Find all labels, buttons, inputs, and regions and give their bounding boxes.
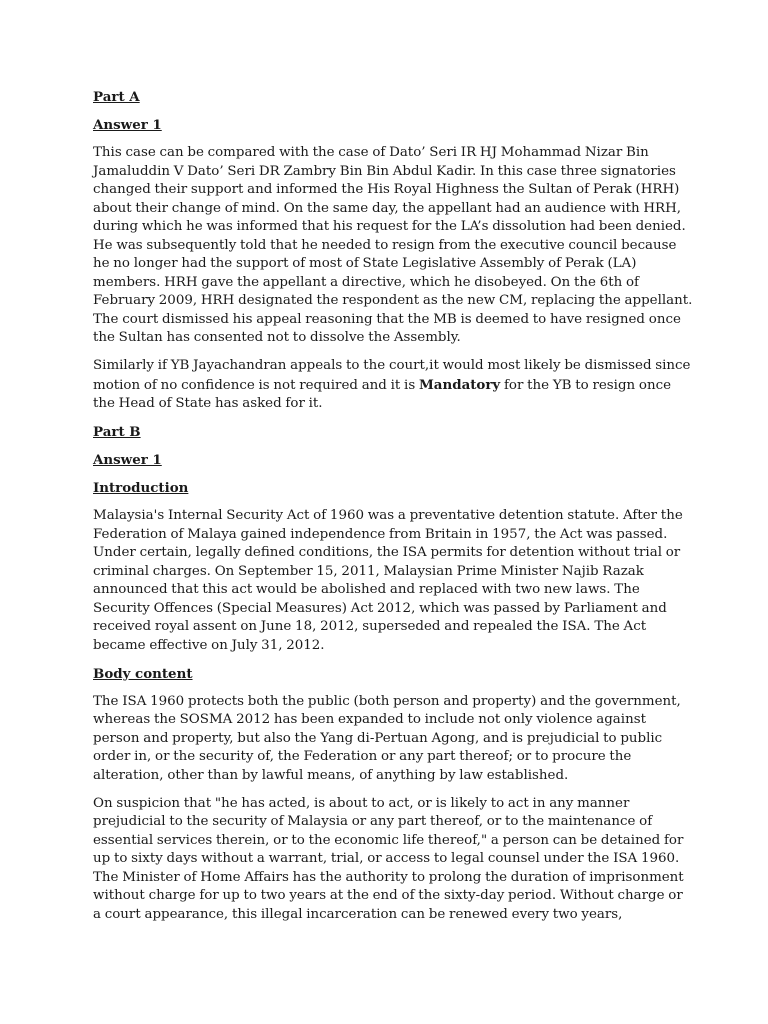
paragraph-line: criminal charges. On September 15, 2011, Malaysian Prime Minister Najib Razak	[93, 563, 644, 579]
paragraph-line: became effective on July 31, 2012.	[93, 637, 325, 653]
part-b-answer-heading: Answer 1	[93, 452, 162, 468]
paragraph-line: a court appearance, this illegal incarceration can be renewed every two years,	[93, 906, 623, 922]
paragraph-line: up to sixty days without a warrant, trial, or access to legal counsel under the ISA 1960.	[93, 851, 680, 866]
paragraph-line: about their change of mind. On the same day, the appellant had an audience with HRH,	[93, 200, 682, 216]
paragraph-line: during which he was informed that his request for the LA’s dissolution had been denied.	[93, 219, 686, 234]
paragraph-line: Security Offences (Special Measures) Act 2012, which was passed by Parliament and	[93, 600, 667, 616]
paragraph-line: order in, or the security of, the Federation or any part thereof; or to procure the	[93, 749, 632, 764]
paragraph-line: He was subsequently told that he needed to resign from the executive council because	[93, 237, 677, 253]
body-content-heading: Body content	[93, 665, 193, 682]
paragraph-line: The court dismissed his appeal reasoning that the MB is deemed to have resigned once	[93, 311, 681, 327]
paragraph-line: The ISA 1960 protects both the public (both person and property) and the government,	[93, 693, 681, 709]
paragraph-line: prejudicial to the security of Malaysia or any part thereof, or to the maintenance of	[93, 814, 653, 829]
mandatory-emphasis: Mandatory	[418, 376, 501, 393]
paragraph-line: Under certain, legally defined conditions, the ISA permits for detention without trial or	[93, 545, 681, 560]
paragraph-line: Jamaluddin V Dato’ Seri DR Zambry Bin Bin Abdul Kadir. In this case three signatories	[93, 163, 676, 179]
paragraph-line: alteration, other than by lawful means, of anything by law established.	[93, 767, 569, 783]
introduction-paragraph	[93, 507, 683, 655]
paragraph-line: announced that this act would be abolished and replaced with two new laws. The	[93, 582, 640, 597]
paragraph-line: Malaysia's Internal Security Act of 1960 was a preventative detention statute. After the	[93, 508, 683, 523]
paragraph-line: Federation of Malaya gained independence from Britain in 1957, the Act was passed.	[93, 526, 668, 542]
paragraph-line: members. HRH gave the appellant a directive, which he disobeyed. On the 6th of	[93, 274, 639, 290]
paragraph-line: the Sultan has consented not to dissolve the Assembly.	[93, 330, 461, 345]
paragraph-line	[93, 376, 683, 396]
part-a-heading: Part A	[93, 89, 140, 105]
paragraph-text: for the YB to resign once	[500, 377, 672, 393]
body-paragraph-1	[93, 693, 683, 786]
paragraph-line: person and property, but also the Yang di-Pertuan Agong, and is prejudicial to public	[93, 730, 663, 746]
paragraph-line: received royal assent on June 18, 2012, superseded and repealed the ISA. The Act	[93, 619, 647, 634]
body-paragraph-2	[93, 795, 683, 925]
part-a-answer-heading: Answer 1	[93, 117, 162, 133]
paragraph-line: he no longer had the support of most of State Legislative Assembly of Perak (LA)	[93, 256, 637, 271]
document-page	[93, 88, 693, 934]
paragraph-line: whereas the SOSMA 2012 has been expanded to include not only violence against	[93, 712, 646, 727]
part-a-paragraph-2	[93, 357, 691, 414]
paragraph-line: On suspicion that "he has acted, is about to act, or is likely to act in any manner	[93, 795, 630, 811]
paragraph-text: motion of no confidence is not required and it is	[93, 377, 419, 393]
part-a-paragraph-1	[93, 144, 693, 348]
paragraph-line: the Head of State has asked for it.	[93, 396, 323, 411]
paragraph-line: This case can be compared with the case of Dato’ Seri IR HJ Mohammad Nizar Bin	[93, 145, 649, 160]
introduction-heading: Introduction	[93, 480, 189, 496]
paragraph-line: without charge for up to two years at the end of the sixty-day period. Without charge or	[93, 888, 683, 903]
paragraph-line: changed their support and informed the His Royal Highness the Sultan of Perak (HRH)	[93, 182, 680, 197]
paragraph-line: The Minister of Home Affairs has the authority to prolong the duration of imprisonment	[93, 869, 684, 885]
paragraph-line: Similarly if YB Jayachandran appeals to the court,it would most likely be dismissed since	[93, 358, 691, 373]
paragraph-line: essential services therein, or to the economic life thereof," a person can be detained for	[93, 832, 684, 848]
part-b-heading: Part B	[93, 424, 141, 440]
paragraph-line: February 2009, HRH designated the respondent as the new CM, replacing the appellant.	[93, 293, 693, 308]
